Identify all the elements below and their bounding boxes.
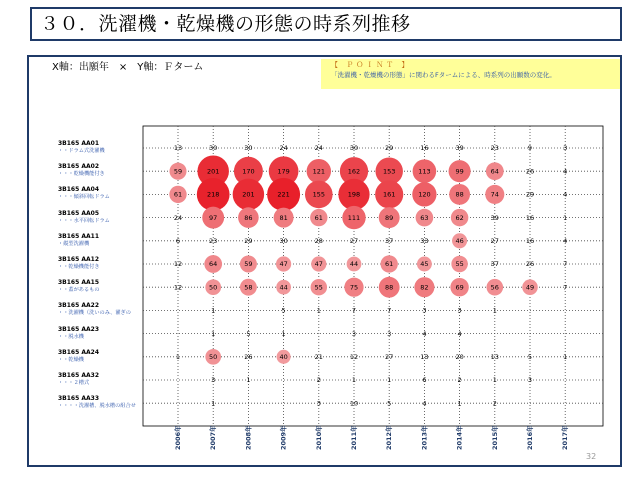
bubble-value: 2 — [492, 399, 497, 408]
bubble-value: 1 — [211, 329, 216, 338]
bubble-value: 3 — [316, 399, 321, 408]
year-tick-label: 2016年 — [526, 425, 534, 450]
bubble-value: 29 — [385, 144, 394, 153]
bubble-value: 62 — [455, 213, 464, 222]
bubble-value: 1 — [281, 329, 286, 338]
row-desc-label: ・・乾燥機 — [58, 356, 84, 363]
bubble-value: 30 — [349, 144, 359, 153]
row-desc-label: ・・・傾斜回転ドラム — [58, 194, 110, 201]
year-tick-label: 2010年 — [314, 425, 323, 450]
point-text: 「洗濯機・乾燥機の形態」に関わるFタームによる、時系列の出願数の変化。 — [331, 71, 556, 79]
bubble-value: 39 — [455, 144, 464, 153]
row-desc-label: ・・乾燥機能付き — [58, 264, 100, 270]
bubble-value: 28 — [314, 237, 323, 245]
year-tick-label: 2017年 — [561, 425, 570, 450]
bubble-value: 1 — [211, 306, 216, 315]
bubble-value: 3 — [387, 329, 392, 338]
year-tick-label: 2006年 — [174, 425, 182, 450]
row-desc-label: ・・・水平回転ドラム — [58, 217, 110, 224]
bubble-value: 16 — [525, 213, 535, 222]
year-tick-label: 2015年 — [490, 425, 499, 450]
bubble-value: 1 — [351, 376, 357, 385]
bubble-value: 61 — [173, 190, 183, 199]
bubble-value: 21 — [314, 353, 323, 361]
bubble-value: 69 — [455, 283, 464, 292]
bubble-value: 59 — [244, 260, 253, 269]
bubble-value: 162 — [347, 167, 361, 176]
bubble-value: 7 — [563, 260, 568, 269]
bubble-value: 2 — [316, 376, 321, 385]
page-title: ３０．洗濯機・乾燥機の形態の時系列推移 — [30, 7, 622, 41]
bubble-value: 58 — [244, 283, 253, 292]
bubble-value: 13 — [490, 353, 499, 361]
bubble-value: 161 — [382, 190, 396, 199]
bubble-value: 61 — [385, 260, 394, 269]
point-heading: 【 ＰＯＩＮＴ 】 — [331, 61, 412, 69]
bubble-value: 37 — [490, 260, 499, 269]
bubble-value: 201 — [242, 190, 255, 199]
row-desc-label: ・・・乾燥機能付き — [58, 171, 105, 178]
page-number: 32 — [586, 452, 597, 461]
year-tick-label: 2009年 — [279, 425, 288, 450]
bubble-value: 4 — [563, 190, 568, 199]
bubble-value: 5 — [246, 329, 251, 338]
bubble-value: 30 — [279, 237, 288, 245]
bubble-value: 97 — [209, 213, 218, 222]
row-code-label: 3B165 AA33 — [58, 395, 99, 403]
bubble-value: 1 — [175, 353, 181, 361]
bubble-value: 61 — [314, 213, 323, 222]
bubble-value: 1 — [246, 376, 251, 385]
bubble-value: 33 — [420, 237, 429, 245]
bubble-value: 111 — [347, 213, 361, 222]
year-tick-label: 2013年 — [420, 425, 429, 450]
bubble-value: 5 — [387, 399, 392, 408]
bubble-value: 12 — [173, 260, 183, 269]
bubble-value: 24 — [314, 144, 323, 153]
bubble-value: 37 — [385, 237, 394, 245]
bubble-value: 40 — [279, 353, 288, 361]
bubble-value: 27 — [490, 237, 499, 245]
bubble-value: 170 — [242, 167, 255, 176]
bubble-value: 7 — [563, 283, 568, 292]
row-code-label: 3B165 AA04 — [58, 186, 99, 194]
bubble-value: 1 — [316, 306, 321, 315]
bubble-value: 155 — [312, 190, 326, 199]
bubble-value: 1 — [492, 376, 497, 385]
bubble-value: 10 — [349, 399, 359, 408]
row-desc-label: ・・・２槽式 — [58, 380, 90, 386]
bubble-value: 26 — [525, 167, 535, 176]
bubble-value: 1 — [492, 306, 497, 315]
bubble-value: 26 — [525, 260, 535, 269]
bubble-value: 2 — [457, 376, 462, 385]
bubble-value: 4 — [563, 237, 568, 245]
bubble-value: 7 — [351, 306, 357, 315]
bubble-value: 30 — [209, 144, 218, 153]
bubble-value: 5 — [281, 306, 286, 315]
bubble-value: 27 — [385, 353, 394, 361]
bubble-value: 27 — [349, 237, 359, 245]
row-desc-label: ・・・・洗濯槽、脱水槽の組合せ — [58, 403, 136, 410]
year-tick-label: 2011年 — [350, 425, 358, 450]
bubble-value: 12 — [349, 353, 359, 361]
bubble-value: 121 — [312, 167, 326, 176]
row-code-label: 3B165 AA15 — [58, 279, 99, 287]
bubble-value: 82 — [420, 283, 429, 292]
bubble-value: 29 — [525, 190, 535, 199]
row-code-label: 3B165 AA01 — [58, 140, 99, 147]
bubble-value: 75 — [349, 283, 359, 292]
bubble-value: 29 — [244, 237, 253, 245]
bubble-value: 3 — [457, 306, 462, 315]
bubble-value: 3 — [527, 376, 533, 385]
year-tick-label: 2008年 — [244, 425, 253, 450]
bubble-value: 44 — [349, 260, 359, 269]
bubble-value: 198 — [347, 190, 361, 199]
bubble-value: 50 — [209, 283, 218, 292]
row-code-label: 3B165 AA23 — [58, 325, 99, 333]
bubble-value: 153 — [382, 167, 396, 176]
bubble-value: 63 — [420, 213, 429, 222]
row-code-label: 3B165 AA02 — [58, 163, 99, 171]
bubble-value: 81 — [279, 213, 288, 222]
bubble-value: 12 — [173, 283, 183, 292]
bubble-value: 221 — [277, 190, 290, 199]
bubble-value: 120 — [418, 190, 431, 199]
bubble-value: 46 — [455, 237, 464, 245]
row-desc-label: ・・蓋があるもの — [58, 287, 100, 294]
bubble-value: 4 — [563, 167, 568, 176]
bubble-value: 64 — [490, 167, 499, 176]
year-tick-label: 2014年 — [455, 425, 464, 450]
bubble-value: 5 — [527, 353, 533, 361]
bubble-value: 3 — [422, 306, 427, 315]
bubble-value: 7 — [387, 306, 392, 315]
row-desc-label: ・・ドラム式洗濯機 — [58, 148, 105, 154]
axis-note: X軸：出願年 × Y軸：Ｆターム — [52, 62, 204, 73]
bubble-value: 179 — [277, 167, 290, 176]
row-code-label: 3B165 AA11 — [58, 232, 99, 240]
row-code-label: 3B165 AA05 — [58, 209, 99, 217]
bubble-value: 23 — [490, 144, 499, 153]
bubble-value: 49 — [525, 283, 535, 292]
bubble-value: 74 — [490, 190, 499, 199]
bubble-value: 13 — [173, 144, 183, 153]
bubble-value: 30 — [244, 144, 253, 153]
row-desc-label: ・縦型洗濯機 — [58, 240, 90, 247]
row-desc-label: ・・脱水機 — [58, 333, 84, 340]
bubble-value: 44 — [279, 283, 288, 292]
bubble-value: 45 — [420, 260, 429, 269]
bubble-value: 86 — [244, 213, 253, 222]
bubble-value: 6 — [175, 237, 181, 245]
bubble-value: 99 — [455, 167, 464, 176]
bubble-value: 23 — [209, 237, 218, 245]
bubble-value: 218 — [206, 190, 220, 199]
bubble-value: 88 — [385, 283, 394, 292]
bubble-value: 39 — [490, 213, 499, 222]
row-code-label: 3B165 AA24 — [58, 348, 99, 356]
row-desc-label: ・・洗濯機（洗いのみ、濯ぎの — [58, 310, 131, 317]
bubble-value: 26 — [244, 353, 253, 361]
bubble-value: 1 — [563, 353, 568, 361]
bubble-value: 64 — [209, 260, 218, 269]
bubble-value: 9 — [527, 144, 533, 153]
bubble-value: 16 — [525, 237, 535, 245]
bubble-value: 59 — [173, 167, 183, 176]
bubble-value: 47 — [314, 260, 323, 269]
bubble-value: 20 — [455, 353, 464, 361]
bubble-value: 6 — [422, 376, 427, 385]
bubble-value: 88 — [455, 190, 464, 199]
bubble-value: 113 — [418, 167, 431, 176]
bubble-value: 47 — [279, 260, 288, 269]
bubble-value: 56 — [490, 283, 499, 292]
bubble-value: 4 — [457, 329, 462, 338]
bubble-value: 4 — [422, 329, 427, 338]
bubble-value: 3 — [211, 376, 216, 385]
bubble-value: 4 — [422, 399, 427, 408]
bubble-value: 13 — [420, 353, 429, 361]
bubble-value: 55 — [314, 283, 323, 292]
row-code-label: 3B165 AA32 — [58, 372, 99, 379]
bubble-value: 55 — [455, 260, 464, 269]
row-code-label: 3B165 AA22 — [58, 302, 99, 310]
bubble-value: 3 — [351, 329, 357, 338]
row-code-label: 3B165 AA12 — [58, 256, 99, 263]
bubble-value: 1 — [457, 399, 462, 408]
bubble-value: 1 — [563, 213, 568, 222]
year-tick-label: 2007年 — [209, 425, 218, 450]
bubble-value: 1 — [211, 399, 216, 408]
bubble-value: 24 — [279, 144, 288, 153]
year-tick-label: 2012年 — [385, 425, 394, 450]
bubble-value: 16 — [420, 144, 429, 153]
bubble-value: 89 — [385, 213, 394, 222]
bubble-value: 24 — [173, 213, 183, 222]
bubble-value: 50 — [209, 353, 218, 361]
bubble-value: 3 — [563, 144, 568, 153]
bubble-value: 1 — [387, 376, 392, 385]
bubble-value: 201 — [206, 167, 220, 176]
